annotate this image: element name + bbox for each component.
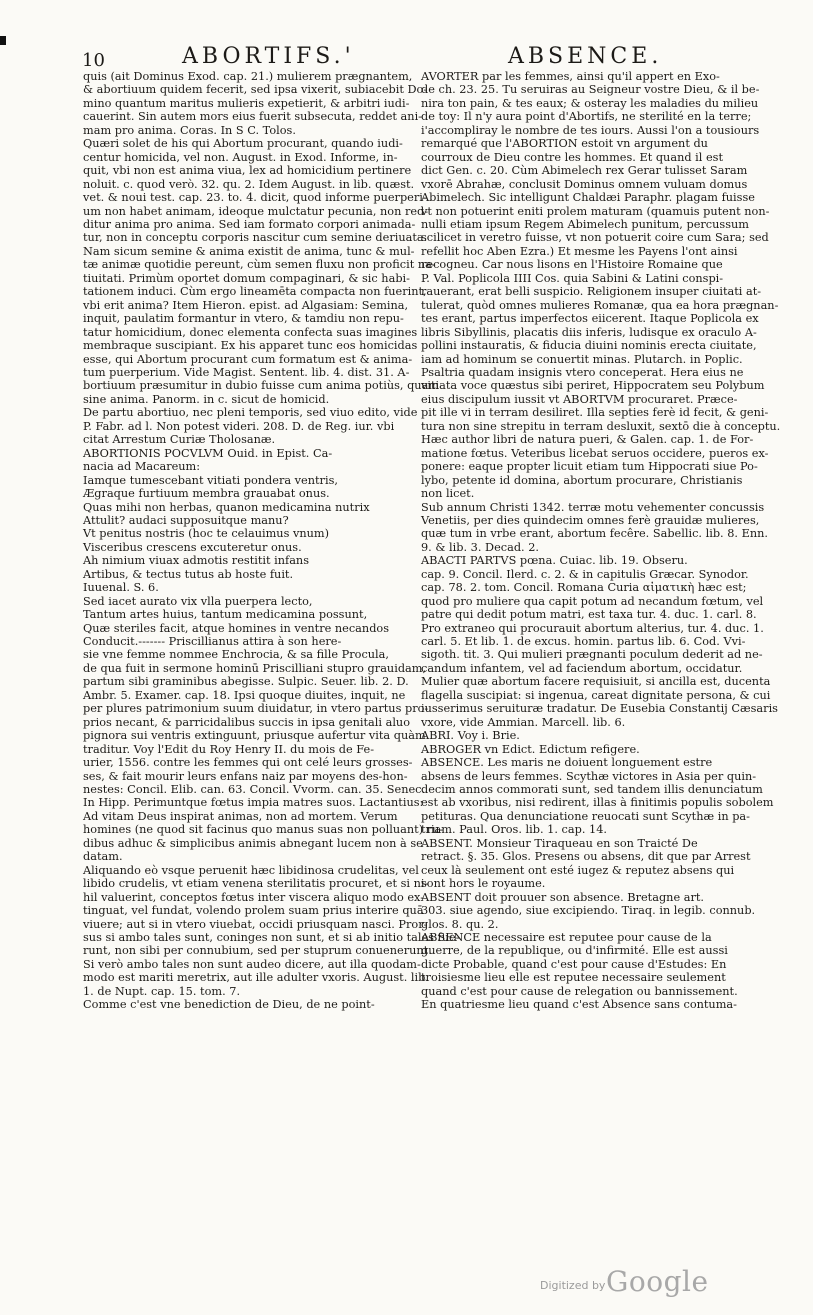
text-line: noluit. c. quod verò. 32. qu. 2. Idem August. in lib. quæst.: [83, 177, 415, 191]
text-line: & abortiuum quidem fecerit, sed ipsa vixerit, subiacebit Do-: [83, 83, 428, 97]
text-line: Comme c'est vne benediction de Dieu, de ne point-: [83, 998, 375, 1012]
text-line: glos. 8. qu. 2.: [421, 917, 499, 931]
text-line: tum puerperium. Vide Magist. Sentent. lib. 4. dist. 31. A-: [83, 365, 410, 379]
text-line: esse, qui Abortum procurant cum formatum est & anima-: [83, 352, 413, 366]
text-line: Artibus, & tectus tutus ab hoste fuit.: [83, 567, 294, 581]
text-line: tationem induci. Cùm ergo lineamēta compacta non fuerint,: [83, 285, 427, 299]
text-line: i'accompliray le nombre de tes iours. Aussi l'on a tousiours: [421, 123, 760, 137]
text-line: Ah nimium viuax admotis restitit infans: [83, 554, 310, 568]
text-line: homines (ne quod sit facinus quo manus suas non polluant) ru-: [83, 823, 444, 837]
text-line: tura non sine strepitu in terram desluxit, sextō die à conceptu.: [421, 419, 781, 433]
text-line: Tantum artes huius, tantum medicamina possunt,: [83, 608, 368, 622]
text-line: dibus adhuc & simplicibus animis abnegant lucem non à se: [83, 836, 423, 850]
text-line: recogneu. Car nous lisons en l'Histoire Romaine que: [421, 258, 723, 272]
text-line: Mulier quæ abortum facere requisiuit, si ancilla est, ducenta: [421, 675, 771, 689]
text-line: pollini instauratis, & fiducia diuini nominis erecta ciuitate,: [421, 339, 757, 353]
text-line: retract. §. 35. Glos. Presens ou absens, dit que par Arrest: [421, 850, 751, 864]
text-line: Pro extraneo qui procurauit abortum alterius, tur. 4. duc. 1.: [421, 621, 764, 635]
text-line: mino quantum maritus mulieris expetierit, & arbitri iudi-: [83, 96, 410, 110]
text-line: Quæri solet de his qui Abortum procurant, quando iudi-: [83, 137, 403, 151]
text-line: quit, vbi non est anima viua, lex ad homicidium pertinere: [83, 164, 412, 178]
text-line: patre qui dedit potum matri, est taxa tur. 4. duc. 1. carl. 8.: [421, 608, 757, 622]
text-line: troisiesme lieu elle est reputee necessaire seulement: [421, 971, 726, 985]
text-line: remarqué que l'ABORTION estoit vn argument du: [421, 137, 708, 151]
text-line: de ch. 23. 25. Tu seruiras au Seigneur vostre Dieu, & il be-: [421, 83, 760, 97]
text-line: ABACTI PARTVS pœna. Cuiac. lib. 19. Obseru.: [421, 554, 688, 568]
text-line: Ægraque furtiuum membra grauabat onus.: [83, 487, 330, 501]
text-line: carl. 5. Et lib. 1. de excus. homin. partus lib. 6. Cod. Vvi-: [421, 635, 746, 649]
text-line: Nam sicum semine & anima existit de anima, tunc & mul-: [83, 244, 415, 258]
text-line: per plures patrimonium suum diuidatur, in vtero partus pro-: [83, 702, 429, 716]
text-line: runt, non sibi per connubium, sed per stuprum conuenerunt.: [83, 944, 432, 958]
text-line: nestes: Concil. Elib. can. 63. Concil. Vvorm. can. 35. Senec.: [83, 783, 426, 797]
text-line: petituras. Qua denunciatione reuocati sunt Scythæ in pa-: [421, 809, 750, 823]
text-line: ABORTIONIS POCVLVM Ouid. in Epist. Ca-: [83, 446, 333, 460]
text-line: P. Val. Poplicola IIII Cos. quia Sabini & Latini conspi-: [421, 271, 724, 285]
text-line: tiuitati. Primùm oportet domum compaginari, & sic habi-: [83, 271, 410, 285]
text-line: de toy: Il n'y aura point d'Abortifs, ne sterilité en la terre;: [421, 110, 752, 124]
text-line: ABSENCE. Les maris ne doiuent longuement estre: [421, 756, 713, 770]
text-line: De partu abortiuo, nec pleni temporis, sed viuo edito, vide: [83, 406, 418, 420]
text-line: En quatriesme lieu quand c'est Absence sans contuma-: [421, 998, 737, 1012]
text-line: ABSENCE necessaire est reputee pour cause de la: [421, 931, 712, 944]
text-line: ABRI. Voy i. Brie.: [421, 729, 520, 743]
text-line: sus si ambo tales sunt, coninges non sunt, et si ab initio tales fue-: [83, 931, 460, 944]
text-line: Vt penitus nostris (hoc te celauimus vnum): [83, 527, 330, 541]
text-line: iusserimus seruituræ tradatur. De Eusebia Constantij Cæsaris: [421, 702, 778, 716]
text-line: traditur. Voy l'Edit du Roy Henry II. du mois de Fe-: [83, 742, 375, 756]
running-head-left: ABORTIFS.': [182, 44, 355, 69]
text-line: Venetiis, per dies quindecim omnes ferè grauidæ mulieres,: [421, 513, 760, 527]
text-line: Quæ steriles facit, atque homines in ventre necandos: [83, 621, 390, 635]
text-line: quand c'est pour cause de relegation ou bannissement.: [421, 984, 738, 998]
text-line: Iamque tumescebant vitiati pondera ventris,: [83, 473, 338, 487]
text-line: sont hors le royaume.: [421, 877, 546, 891]
text-line: eius discipulum iussit vt ABORTVM procuraret. Præce-: [421, 392, 738, 406]
text-line: sie vne femme nommee Enchrocia, & sa fille Procula,: [83, 648, 389, 662]
text-line: prios necant, & parricidalibus succis in ipsa genitali aluo: [83, 715, 411, 729]
text-line: vet. & noui test. cap. 23. to. 4. dicit, quod informe puerperi-: [83, 191, 427, 205]
text-line: quod pro muliere qua capit potum ad necandum fœtum, vel: [421, 594, 764, 608]
text-line: inquit, paulatim formantur in vtero, & tamdiu non repu-: [83, 312, 404, 326]
text-line: de qua fuit in sermone hominū Priscilliani stupro grauidam,: [83, 661, 427, 675]
text-line: P. Fabr. ad l. Non potest videri. 208. D. de Reg. iur. vbi: [83, 419, 395, 433]
page-number: 10: [82, 50, 105, 71]
page-edge-mark: [0, 36, 6, 45]
right-text-column: [421, 70, 781, 1170]
text-line: quæ tum in vrbe erant, abortum fecêre. Sabellic. lib. 8. Enn.: [421, 527, 768, 541]
text-line: 1. de Nupt. cap. 15. tom. 7.: [83, 984, 241, 998]
text-line: Ambr. 5. Examer. cap. 18. Ipsi quoque diuites, inquit, ne: [83, 688, 406, 702]
google-wordmark: Google: [606, 1265, 709, 1298]
text-line: Sub annum Christi 1342. terræ motu vehementer concussis: [421, 500, 765, 514]
text-line: quis (ait Dominus Exod. cap. 21.) mulierem prægnantem,: [83, 70, 413, 83]
text-line: courroux de Dieu contre les hommes. Et quand il est: [421, 150, 724, 164]
text-line: partum sibi graminibus abegisse. Sulpic. Seuer. lib. 2. D.: [83, 675, 409, 689]
text-line: 9. & lib. 3. Decad. 2.: [421, 540, 540, 554]
text-line: matione fœtus. Veteribus licebat seruos occidere, pueros ex-: [421, 446, 769, 460]
text-line: cap. 78. 2. tom. Concil. Romana Curia αἱματικὴ hæc est;: [421, 581, 747, 595]
text-line: Si verò ambo tales non sunt audeo dicere, aut illa quodam-: [83, 957, 421, 971]
text-line: tulerat, quòd omnes mulieres Romanæ, qua ea hora prægnan-: [421, 298, 779, 312]
text-line: membraque suscipiant. Ex his apparet tunc eos homicidas: [83, 339, 418, 353]
text-line: Abimelech. Sic intelligunt Chaldæi Paraphr. plagam fuisse: [421, 191, 755, 205]
text-line: citat Arrestum Curiæ Tholosanæ.: [83, 433, 276, 447]
text-line: Quas mihi non herbas, quanon medicamina nutrix: [83, 500, 370, 514]
text-line: sine anima. Panorm. in c. sicut de homicid.: [83, 392, 330, 406]
text-line: AVORTER par les femmes, ainsi qu'il appert en Exo-: [421, 70, 720, 83]
text-line: tatur homicidium, donec elementa confecta suas imagines: [83, 325, 418, 339]
text-line: Sed iacet aurato vix vlla puerpera lecto,: [83, 594, 313, 608]
text-line: iam ad hominum se conuertit minas. Plutarch. in Poplic.: [421, 352, 743, 366]
text-line: ABROGER vn Edict. Edictum refigere.: [421, 742, 640, 756]
text-line: vbi erit anima? Item Hieron. epist. ad Algasiam: Semina,: [83, 298, 409, 312]
text-line: Visceribus crescens excuteretur onus.: [83, 540, 302, 554]
text-line: cauerint. Sin autem mors eius fuerit subsecuta, reddet ani-: [83, 110, 422, 124]
text-line: absens de leurs femmes. Scythæ victores in Asia per quin-: [421, 769, 757, 783]
running-head-right: ABSENCE.: [508, 44, 663, 69]
text-line: tes erant, partus imperfectos eiicerent. Itaque Poplicola ex: [421, 312, 759, 326]
text-line: viuere; aut si in vtero viuebat, occidi priusquam nasci. Pror-: [83, 917, 428, 931]
text-line: pignora sui ventris extinguunt, priusque aufertur vita quàm: [83, 729, 426, 743]
text-line: Psaltria quadam insignis vtero conceperat. Hera eius ne: [421, 365, 744, 379]
text-line: non licet.: [421, 487, 475, 501]
text-line: Aliquando eò vsque peruenit hæc libidinosa crudelitas, vel: [83, 863, 419, 877]
text-line: Conducit.------- Priscillianus attira à son here-: [83, 635, 342, 649]
text-line: scilicet in veretro fuisse, vt non potuerit coire cum Sara; sed: [421, 231, 769, 245]
text-line: libido crudelis, vt etiam venena sterilitatis procuret, et si ni-: [83, 877, 429, 891]
text-line: rauerant, erat belli suspicio. Religionem insuper ciuitati at-: [421, 285, 762, 299]
text-line: sigoth. tit. 3. Qui mulieri prægnanti poculum dederit ad ne-: [421, 648, 763, 662]
text-line: vxore, vide Ammian. Marcell. lib. 6.: [421, 715, 626, 729]
text-line: ceux là seulement ont esté iugez & reputez absens qui: [421, 863, 735, 877]
digitization-watermark: [540, 1262, 730, 1298]
text-line: ABSENT doit prouuer son absence. Bretagne art.: [421, 890, 704, 904]
text-line: pit ille vi in terram desiliret. Illa septies ferè id fecit, & geni-: [421, 406, 769, 420]
text-line: guerre, de la republique, ou d'infirmité. Elle est aussi: [421, 944, 728, 958]
text-line: cap. 9. Concil. Ilerd. c. 2. & in capitulis Græcar. Synodor.: [421, 567, 749, 581]
text-line: lybo, petente id domina, abortum procurare, Christianis: [421, 473, 743, 487]
text-line: vitiata voce quæstus sibi periret, Hippocratem seu Polybum: [421, 379, 765, 393]
text-line: modo est mariti meretrix, aut ille adulter vxoris. August. lib.: [83, 971, 429, 985]
text-line: dicte Probable, quand c'est pour cause d'Estudes: En: [421, 957, 727, 971]
text-line: In Hipp. Perimuntque fœtus impia matres suos. Lactantius:: [83, 796, 424, 810]
text-line: dict Gen. c. 20. Cùm Abimelech rex Gerar tulisset Saram: [421, 164, 748, 178]
text-line: tur, non in conceptu corporis nascitur cum semine deriuata.: [83, 231, 428, 245]
text-line: triam. Paul. Oros. lib. 1. cap. 14.: [421, 823, 607, 837]
text-line: 303. siue agendo, siue excipiendo. Tiraq. in legib. connub.: [421, 904, 756, 918]
text-line: vxorē Abrahæ, conclusit Dominus omnem vuluam domus: [421, 177, 748, 191]
text-line: decim annos commorati sunt, sed tandem illis denunciatum: [421, 783, 763, 797]
text-line: tinguat, vel fundat, volendo prolem suam prius interire quā: [83, 904, 424, 918]
text-line: urier, 1556. contre les femmes qui ont celé leurs grosses-: [83, 756, 413, 770]
text-line: ditur anima pro anima. Sed iam formato corpori animada-: [83, 217, 416, 231]
text-line: nacia ad Macareum:: [83, 460, 201, 474]
text-line: hil valuerint, conceptos fœtus inter viscera aliquo modo ex-: [83, 890, 425, 904]
text-line: nira ton pain, & tes eaux; & osteray les maladies du milieu: [421, 96, 759, 110]
text-line: ABSENT. Monsieur Tiraqueau en son Traicté De: [421, 836, 698, 850]
text-line: libris Sibyllinis, placatis diis inferis, ludisque ex oraculo A-: [421, 325, 757, 339]
text-line: est ab vxoribus, nisi redirent, illas à finitimis populis sobolem: [421, 796, 774, 810]
text-line: nulli etiam ipsum Regem Abimelech punitum, percussum: [421, 217, 749, 231]
text-line: tæ animæ quotidie pereunt, cùm semen fluxu non proficit na-: [83, 258, 436, 272]
text-line: vt non potuerint eniti prolem maturam (quamuis putent non-: [421, 204, 770, 218]
text-line: um non habet animam, ideoque mulctatur pecunia, non red-: [83, 204, 429, 218]
text-line: Ad vitam Deus inspirat animas, non ad mortem. Verum: [83, 809, 398, 823]
text-line: mam pro anima. Coras. In S C. Tolos.: [83, 123, 296, 137]
digitized-by-label: Digitized by: [540, 1279, 606, 1292]
text-line: centur homicida, vel non. August. in Exod. Informe, in-: [83, 150, 398, 164]
text-line: ponere: eaque propter licuit etiam tum Hippocrati siue Po-: [421, 460, 758, 474]
text-line: flagella suscipiat: si ingenua, careat dignitate persona, & cui: [421, 688, 771, 702]
text-line: ses, & fait mourir leurs enfans naiz par moyens des-hon-: [83, 769, 408, 783]
text-line: bortiuum præsumitur in dubio fuisse cum anima potiùs, quam: [83, 379, 440, 393]
text-line: Hæc author libri de natura pueri, & Galen. cap. 1. de For-: [421, 433, 754, 447]
text-line: Attulit? audaci supposuitque manu?: [83, 513, 289, 527]
text-line: Iuuenal. S. 6.: [83, 581, 159, 595]
text-line: refellit hoc Aben Ezra.) Et mesme les Payens l'ont ainsi: [421, 244, 738, 258]
text-line: candum infantem, vel ad faciendum abortum, occidatur.: [421, 661, 743, 675]
text-line: datam.: [83, 850, 123, 864]
